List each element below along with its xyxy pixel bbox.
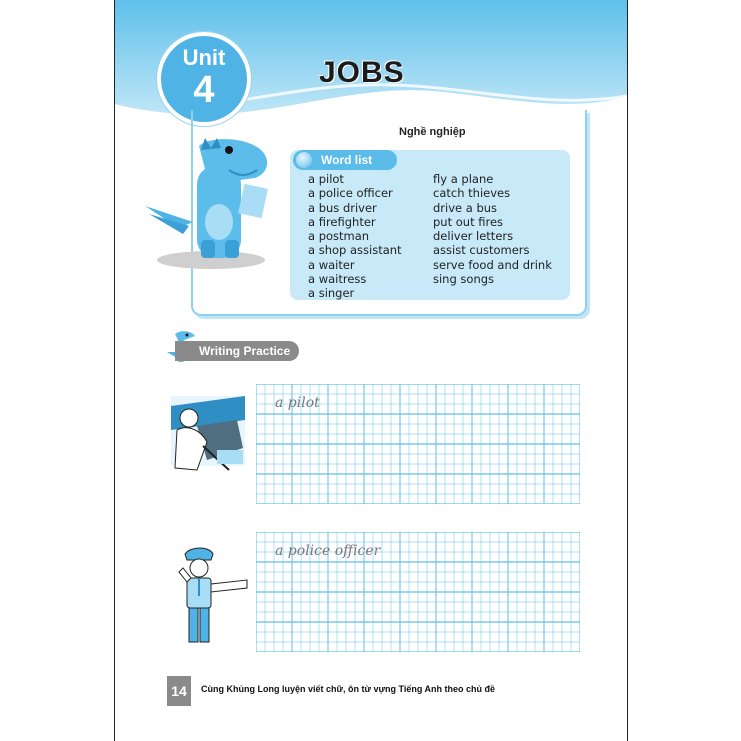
list-item: sing songs — [433, 272, 495, 287]
list-item: a singer — [308, 286, 355, 301]
list-item: a bus driver — [308, 200, 377, 215]
page-title: JOBS — [319, 56, 405, 89]
list-item: assist customers — [433, 243, 530, 258]
list-item: fly a plane — [433, 172, 494, 186]
unit-number: 4 — [193, 69, 215, 111]
list-item: drive a bus — [433, 200, 498, 215]
pilot-illustration-icon — [167, 390, 247, 478]
page-number: 14 — [167, 676, 191, 706]
list-item: a waiter — [308, 257, 355, 272]
tracing-word-2: a police officer — [275, 543, 381, 559]
word-list-actions — [433, 172, 552, 286]
list-item: a shop assistant — [308, 243, 402, 258]
unit-label: Unit — [182, 45, 226, 70]
police-officer-illustration-icon — [175, 546, 251, 646]
writing-practice-label: Writing Practice — [175, 341, 299, 361]
bubble-icon — [296, 152, 312, 168]
list-item: a pilot — [308, 172, 344, 186]
word-list-label: Word list — [293, 150, 397, 170]
footer-caption: Cùng Khủng Long luyện viết chữ, ôn từ vựng Tiếng Anh theo chủ đề — [201, 684, 496, 694]
list-item: a police officer — [308, 186, 393, 201]
workbook-page — [114, 0, 628, 741]
word-list-nouns — [308, 172, 402, 301]
dinosaur-mascot-icon — [139, 136, 279, 272]
page-subtitle: Nghề nghiệp — [399, 126, 466, 138]
list-item: serve food and drink — [433, 257, 552, 272]
list-item: a postman — [308, 229, 370, 244]
list-item: deliver letters — [433, 229, 514, 244]
list-item: put out fires — [433, 214, 504, 229]
list-item: catch thieves — [433, 186, 511, 201]
tracing-word-1: a pilot — [275, 395, 320, 411]
list-item: a waitress — [308, 272, 367, 287]
list-item: a firefighter — [308, 214, 376, 229]
